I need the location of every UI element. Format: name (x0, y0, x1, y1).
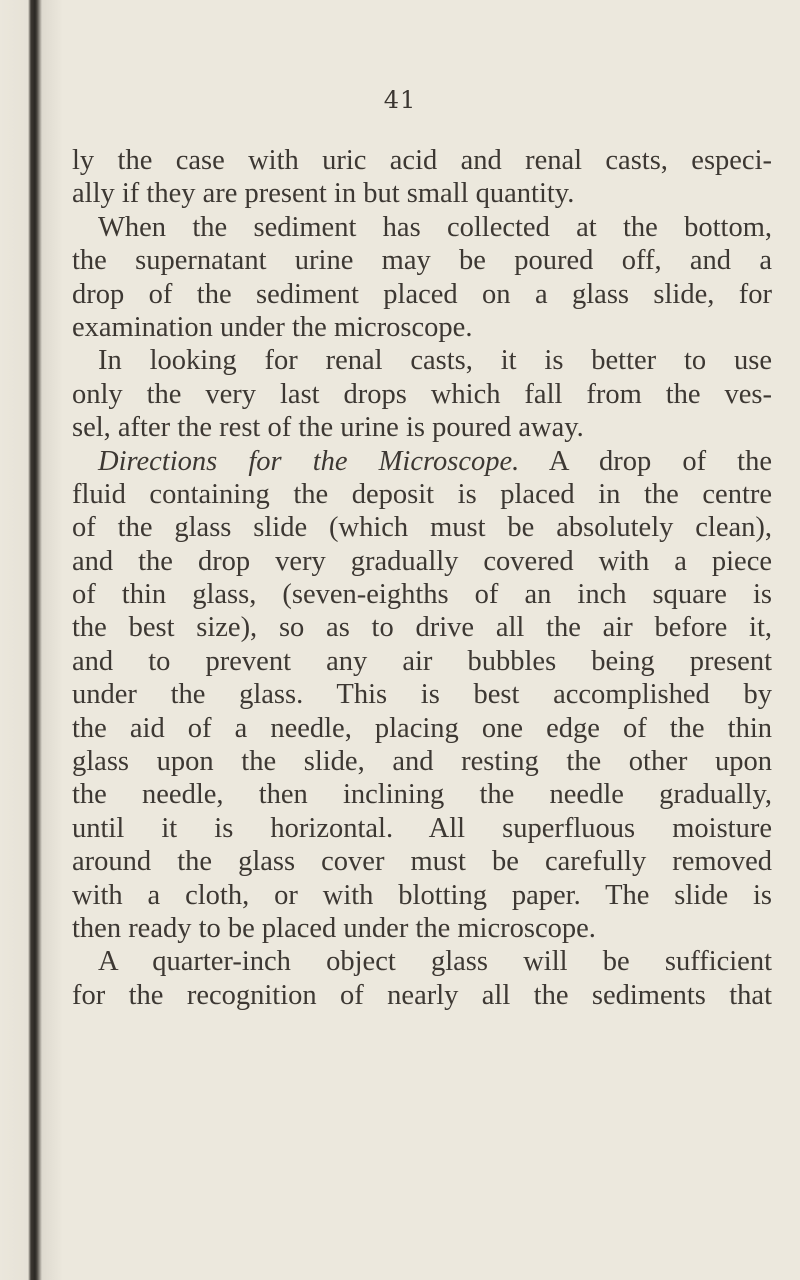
page-number: 41 (383, 86, 417, 114)
text-line: fluid containing the deposit is placed in the centre (72, 478, 772, 510)
text-line: A quarter-inch object glass will be sufficient (98, 946, 772, 978)
text-line: around the glass cover must be carefully removed (72, 846, 772, 878)
text-line: with a cloth, or with blotting paper. The slide is (72, 879, 772, 911)
text-line: glass upon the slide, and resting the other upon (72, 746, 772, 778)
text-line: the best size), so as to drive all the air before it, (72, 612, 772, 644)
text-line: until it is horizontal. All superfluous moisture (72, 812, 772, 844)
text-line: for the recognition of nearly all the sediments that (72, 979, 772, 1011)
text-line: under the glass. This is best accomplished by (72, 679, 772, 711)
text-line: then ready to be placed under the microscope. (72, 912, 596, 944)
binding-gutter (0, 0, 62, 1280)
text-line: only the very last drops which fall from the ves- (72, 378, 772, 410)
text-line: the supernatant urine may be poured off, and a (72, 245, 772, 277)
section-heading: Directions for the Microscope. (98, 445, 520, 477)
text-line: ally if they are present in but small quantity. (72, 178, 575, 210)
text-line: sel, after the rest of the urine is poured away. (72, 412, 584, 444)
text-line: and the drop very gradually covered with a piece (72, 545, 772, 577)
text-line: drop of the sediment placed on a glass slide, for (72, 278, 772, 310)
text-line: examination under the microscope. (72, 311, 473, 343)
text-line: of thin glass, (seven-eighths of an inch square is (72, 579, 772, 611)
text-line: and to prevent any air bubbles being present (72, 645, 772, 677)
text-line: of the glass slide (which must be absolutely clean), (72, 512, 772, 544)
body-text (72, 144, 772, 1012)
text-line: ly the case with uric acid and renal casts, especi- (72, 145, 772, 176)
text-line: the needle, then inclining the needle gradually, (72, 779, 772, 811)
text-line: When the sediment has collected at the bottom, (98, 211, 772, 243)
heading-continuation: A drop of the (519, 445, 772, 477)
text-line: the aid of a needle, placing one edge of the thin (72, 712, 772, 744)
text-line: In looking for renal casts, it is better to use (98, 345, 772, 377)
section-heading-line (72, 445, 772, 478)
